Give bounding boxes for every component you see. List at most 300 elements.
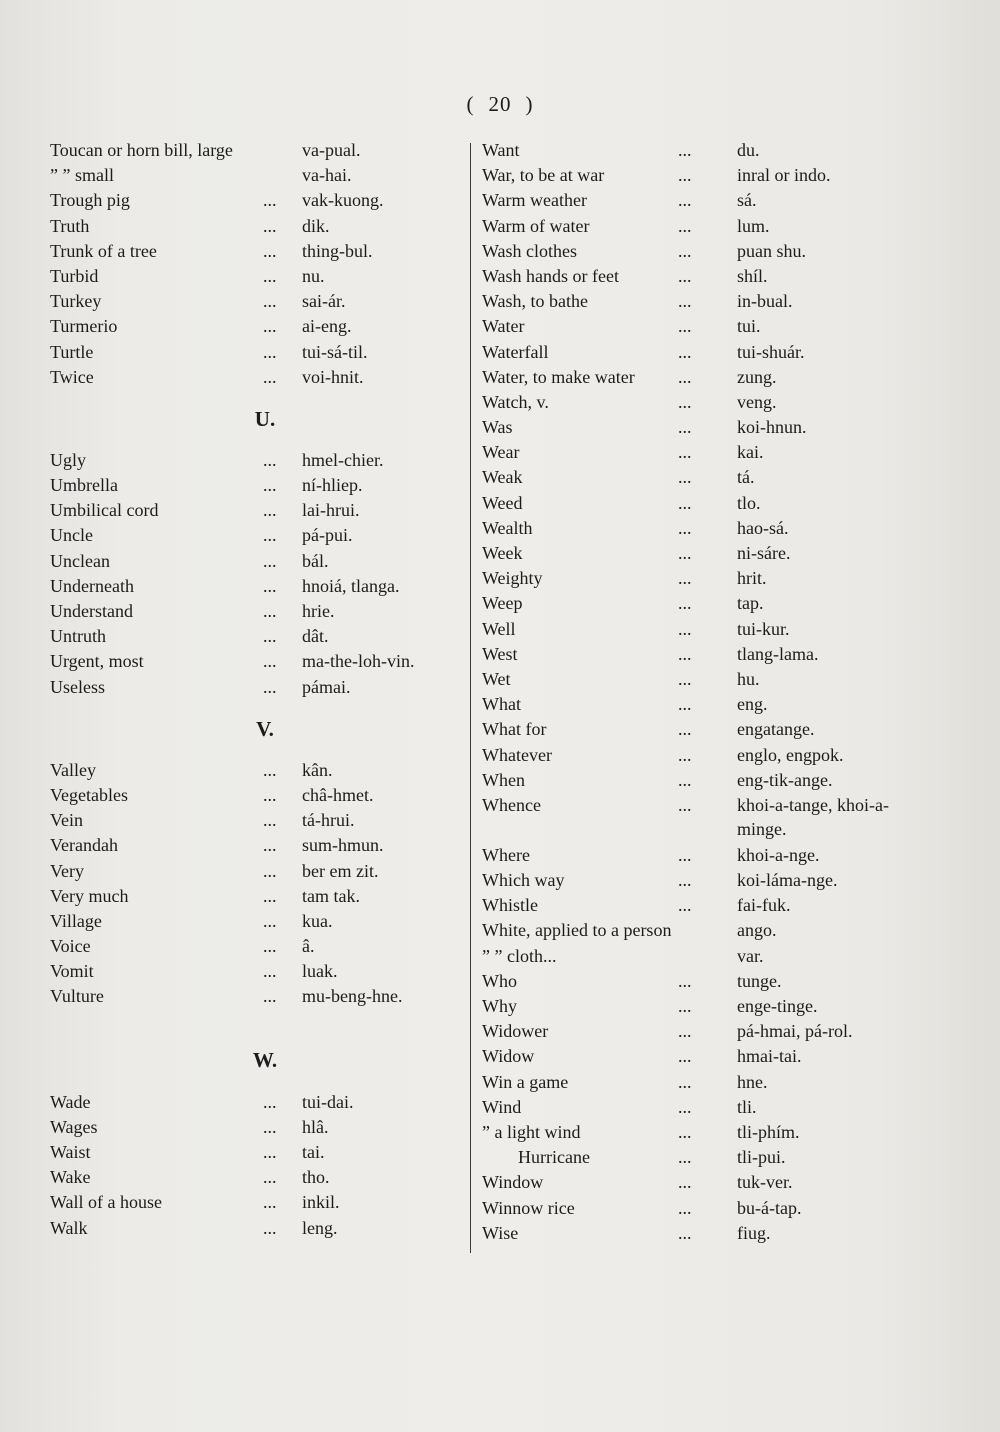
- page-number-close-paren: ): [525, 92, 534, 116]
- dictionary-entry: [50, 365, 460, 390]
- entry-term: Weighty: [482, 568, 543, 589]
- entry-term: Verandah: [50, 835, 118, 856]
- entry-term: Wealth: [482, 517, 533, 538]
- entry-definition: tli.: [737, 1096, 757, 1117]
- entry-definition: tá-hrui.: [302, 810, 355, 831]
- dictionary-entry: [482, 138, 922, 163]
- entry-leader-dots: ...: [263, 550, 277, 571]
- entry-leader-dots: ...: [678, 769, 692, 790]
- entry-definition: hrit.: [737, 568, 767, 589]
- entry-leader-dots: ...: [263, 475, 277, 496]
- entry-term: Turmerio: [50, 316, 118, 337]
- entry-term: Week: [482, 543, 523, 563]
- entry-term: Trunk of a tree: [50, 240, 157, 261]
- entry-definition: veng.: [737, 391, 777, 412]
- entry-leader-dots: ...: [263, 341, 277, 362]
- dictionary-entry: [50, 599, 460, 624]
- entry-term: Well: [482, 618, 516, 639]
- entry-term: Widower: [482, 1021, 549, 1042]
- entry-term: Valley: [50, 759, 96, 780]
- section-heading-w: W.: [252, 1047, 278, 1072]
- dictionary-entry: [482, 717, 922, 742]
- entry-definition: ber em zit.: [302, 860, 379, 881]
- dictionary-entry: [482, 491, 922, 516]
- page-number: [0, 92, 1000, 117]
- entry-definition: tli-phím.: [737, 1121, 800, 1142]
- entry-definition: enge-tinge.: [737, 996, 818, 1016]
- entry-term: Wash hands or feet: [482, 265, 620, 286]
- dictionary-entry: [482, 994, 922, 1019]
- dictionary-entry: [50, 523, 460, 548]
- dictionary-entry: [482, 642, 922, 667]
- entry-term: Turbid: [50, 265, 99, 286]
- dictionary-entry: [50, 264, 460, 289]
- entry-leader-dots: ...: [263, 676, 277, 697]
- entry-term: Twice: [50, 366, 94, 387]
- entry-definition: va-hai.: [302, 165, 352, 186]
- entry-leader-dots: ...: [263, 1217, 277, 1238]
- entry-term: Water: [482, 316, 525, 337]
- entry-definition: châ-hmet.: [302, 784, 374, 805]
- entry-term: Weed: [482, 492, 523, 513]
- entry-definition: tlo.: [737, 492, 761, 513]
- entry-leader-dots: ...: [263, 1091, 277, 1112]
- entry-leader-dots: ...: [678, 366, 692, 387]
- entry-leader-dots: ...: [263, 986, 277, 1007]
- entry-term: Whatever: [482, 744, 552, 765]
- entry-term: Uncle: [50, 525, 93, 546]
- dictionary-entry: [50, 239, 460, 264]
- entry-term: Vegetables: [50, 784, 128, 805]
- entry-term: Whistle: [482, 895, 538, 916]
- entry-leader-dots: ...: [263, 525, 277, 546]
- entry-definition: puan shu.: [737, 240, 806, 261]
- entry-leader-dots: ...: [678, 719, 692, 740]
- entry-leader-dots: ...: [263, 291, 277, 312]
- entry-leader-dots: ...: [263, 810, 277, 831]
- entry-definition: bu-á-tap.: [737, 1197, 802, 1218]
- entry-leader-dots: ...: [678, 643, 692, 664]
- entry-definition: hu.: [737, 668, 760, 689]
- entry-definition: pámai.: [302, 676, 351, 697]
- entry-definition: ango.: [737, 920, 777, 941]
- dictionary-entry: [482, 591, 922, 616]
- entry-term: Trough pig: [50, 190, 130, 211]
- dictionary-entry: [482, 667, 922, 692]
- entry-leader-dots: ...: [263, 651, 277, 672]
- entry-leader-dots: ...: [678, 165, 692, 186]
- dictionary-entry: [50, 833, 460, 858]
- entry-leader-dots: ...: [678, 744, 692, 765]
- entries-w: [50, 1090, 460, 1241]
- entry-definition: nu.: [302, 265, 325, 286]
- entry-definition: hne.: [737, 1071, 768, 1092]
- entry-term: Wind: [482, 1096, 522, 1117]
- entry-term: What for: [482, 719, 547, 740]
- entry-definition: hrie.: [302, 601, 335, 621]
- dictionary-entry: [50, 574, 460, 599]
- entry-leader-dots: ...: [678, 593, 692, 614]
- entry-leader-dots: ...: [263, 601, 277, 621]
- entry-definition: thing-bul.: [302, 240, 373, 261]
- dictionary-entry: [50, 808, 460, 833]
- entry-leader-dots: ...: [678, 316, 692, 337]
- entry-leader-dots: ...: [678, 215, 692, 236]
- entry-definition: fiug.: [737, 1222, 771, 1243]
- entry-term: Wear: [482, 442, 520, 463]
- entry-definition: vak-kuong.: [302, 190, 384, 211]
- entry-definition: tui-kur.: [737, 618, 790, 639]
- entries-u: [50, 448, 460, 700]
- entry-term: Who: [482, 970, 517, 991]
- entry-definition: pá-hmai, pá-rol.: [737, 1021, 853, 1042]
- entry-term: Turkey: [50, 291, 102, 312]
- entry-leader-dots: ...: [263, 885, 277, 906]
- entry-term: Umbrella: [50, 475, 118, 496]
- entry-definition: tui-dai.: [302, 1091, 354, 1112]
- entry-leader-dots: ...: [263, 1116, 277, 1137]
- entry-leader-dots: ...: [263, 626, 277, 647]
- entry-leader-dots: ...: [263, 910, 277, 931]
- dictionary-entry: [482, 566, 922, 591]
- entry-leader-dots: ...: [678, 341, 692, 362]
- dictionary-entry: [50, 909, 460, 934]
- entry-leader-dots: ...: [678, 517, 692, 538]
- entry-leader-dots: ...: [678, 1172, 692, 1193]
- right-column: [482, 138, 922, 1246]
- dictionary-entry: [482, 264, 922, 289]
- entry-term: War, to be at war: [482, 165, 605, 186]
- entry-term: Warm weather: [482, 190, 587, 211]
- entry-definition: shíl.: [737, 265, 768, 286]
- entry-definition: lai-hrui.: [302, 500, 360, 521]
- dictionary-entry: [482, 1145, 922, 1170]
- entry-term: Wise: [482, 1222, 519, 1243]
- dictionary-entry: [482, 1095, 922, 1120]
- entry-definition: englo, engpok.: [737, 744, 844, 765]
- dictionary-entry: [482, 1019, 922, 1044]
- dictionary-entry: [50, 473, 460, 498]
- entry-definition: lum.: [737, 215, 770, 236]
- entry-term: Urgent, most: [50, 651, 144, 672]
- entry-leader-dots: ...: [678, 291, 692, 312]
- entry-leader-dots: ...: [678, 417, 692, 438]
- entry-term: ” ” small: [50, 165, 114, 186]
- entries-v: [50, 758, 460, 1010]
- entry-definition: zung.: [737, 366, 777, 387]
- entry-term: Weak: [482, 467, 523, 488]
- entry-leader-dots: ...: [678, 870, 692, 891]
- entry-leader-dots: ...: [678, 391, 692, 412]
- dictionary-entry: [482, 465, 922, 490]
- entry-definition: inkil.: [302, 1192, 340, 1213]
- dictionary-entry: [50, 314, 460, 339]
- dictionary-entry: [50, 214, 460, 239]
- entry-definition: dik.: [302, 215, 330, 236]
- entry-definition: tap.: [737, 593, 764, 614]
- page-number-value: 20: [488, 92, 512, 116]
- entry-definition: eng-tik-ange.: [737, 769, 833, 790]
- entry-leader-dots: ...: [678, 1121, 692, 1142]
- entry-leader-dots: ...: [263, 190, 277, 211]
- entry-term: Waterfall: [482, 341, 549, 362]
- entry-definition: ai-eng.: [302, 316, 352, 337]
- entry-term: Win a game: [482, 1071, 569, 1092]
- dictionary-entry: [482, 893, 922, 918]
- entry-term: Water, to make water: [482, 366, 635, 387]
- entry-definition: tui-shuár.: [737, 341, 805, 362]
- dictionary-entry: [482, 918, 922, 943]
- entry-leader-dots: ...: [678, 543, 692, 563]
- entry-term: Watch, v.: [482, 391, 549, 412]
- entry-leader-dots: ...: [263, 366, 277, 387]
- entry-leader-dots: ...: [263, 316, 277, 337]
- entry-leader-dots: ...: [678, 1021, 692, 1042]
- entry-term: Hurricane: [518, 1147, 590, 1168]
- entry-term: Wade: [50, 1091, 91, 1112]
- entry-definition: luak.: [302, 961, 338, 982]
- entry-definition: kai.: [737, 442, 764, 463]
- entry-leader-dots: ...: [263, 500, 277, 521]
- dictionary-entry: [482, 793, 922, 843]
- entry-term: Wages: [50, 1116, 98, 1137]
- dictionary-entry: [50, 1190, 460, 1215]
- entry-term: Untruth: [50, 626, 106, 647]
- dictionary-entry: [50, 448, 460, 473]
- entry-definition: in-bual.: [737, 291, 793, 312]
- entry-definition: kua.: [302, 910, 333, 931]
- dictionary-entry: [482, 289, 922, 314]
- entry-term: Want: [482, 140, 520, 160]
- entry-definition: var.: [737, 945, 764, 966]
- entry-term: Why: [482, 996, 517, 1016]
- entry-leader-dots: ...: [678, 1046, 692, 1067]
- entry-leader-dots: ...: [678, 1071, 692, 1092]
- entry-term: Very: [50, 860, 84, 881]
- section-heading-v: V.: [256, 716, 274, 741]
- dictionary-entry: [50, 549, 460, 574]
- entry-definition: hao-sá.: [737, 517, 789, 538]
- dictionary-entry: [482, 163, 922, 188]
- entry-leader-dots: ...: [678, 1222, 692, 1243]
- entry-leader-dots: ...: [263, 1167, 277, 1188]
- entry-term: Useless: [50, 676, 105, 697]
- entry-term: Ugly: [50, 449, 86, 470]
- entry-leader-dots: ...: [678, 190, 692, 211]
- entry-term: Widow: [482, 1046, 535, 1067]
- entry-definition: sá.: [737, 190, 757, 211]
- dictionary-entry: [482, 1044, 922, 1069]
- dictionary-entry: [482, 365, 922, 390]
- entry-definition: koi-láma-nge.: [737, 870, 838, 891]
- entry-definition: inral or indo.: [737, 165, 831, 186]
- entry-definition: leng.: [302, 1217, 338, 1238]
- entry-definition: eng.: [737, 694, 768, 715]
- entry-leader-dots: ...: [263, 240, 277, 261]
- dictionary-entry: [50, 1115, 460, 1140]
- entry-term: Wash clothes: [482, 240, 578, 261]
- dictionary-entry: [50, 959, 460, 984]
- dictionary-entry: [482, 843, 922, 868]
- entry-term: Truth: [50, 215, 90, 236]
- dictionary-entry: [482, 969, 922, 994]
- entry-definition: du.: [737, 140, 760, 160]
- section-heading-u: U.: [254, 406, 276, 431]
- entry-definition: sum-hmun.: [302, 835, 384, 856]
- entry-leader-dots: ...: [678, 970, 692, 991]
- entry-term: Wash, to bathe: [482, 291, 589, 312]
- entry-term: Vulture: [50, 986, 104, 1007]
- entry-leader-dots: ...: [263, 575, 277, 596]
- entry-leader-dots: ...: [263, 835, 277, 856]
- entry-term: Winnow rice: [482, 1197, 575, 1218]
- entry-definition: va-pual.: [302, 140, 361, 160]
- entry-leader-dots: ...: [678, 140, 692, 160]
- entry-leader-dots: ...: [678, 1096, 692, 1117]
- entry-definition: tho.: [302, 1167, 330, 1188]
- dictionary-entry: [50, 884, 460, 909]
- dictionary-entry: [50, 649, 460, 674]
- dictionary-entry: [482, 868, 922, 893]
- entry-term: ” ” cloth...: [482, 945, 557, 966]
- entry-term: Understand: [50, 601, 133, 621]
- entry-term: Unclean: [50, 550, 110, 571]
- entry-leader-dots: ...: [263, 961, 277, 982]
- entry-definition: fai-fuk.: [737, 895, 791, 916]
- dictionary-entry: [50, 758, 460, 783]
- entry-term: Vomit: [50, 961, 94, 982]
- entry-term: ” a light wind: [482, 1121, 581, 1142]
- dictionary-entry: [482, 1070, 922, 1095]
- dictionary-entry: [50, 1090, 460, 1115]
- entry-definition: mu-beng-hne.: [302, 986, 403, 1007]
- entry-leader-dots: ...: [263, 784, 277, 805]
- dictionary-entry: [482, 1196, 922, 1221]
- entry-term: Was: [482, 417, 513, 438]
- dictionary-entry: [482, 415, 922, 440]
- dictionary-entry: [482, 617, 922, 642]
- entry-term: White, applied to a person: [482, 920, 672, 941]
- entry-definition: tui.: [737, 316, 761, 337]
- entry-definition: hmai-tai.: [737, 1046, 802, 1067]
- dictionary-entry: [482, 692, 922, 717]
- entry-definition: koi-hnun.: [737, 417, 807, 438]
- entry-leader-dots: ...: [263, 215, 277, 236]
- entry-leader-dots: ...: [678, 467, 692, 488]
- entry-definition: tuk-ver.: [737, 1172, 793, 1193]
- dictionary-entry: [482, 1221, 922, 1246]
- entry-definition: â.: [302, 936, 315, 957]
- entry-leader-dots: ...: [263, 265, 277, 286]
- dictionary-entry: [50, 340, 460, 365]
- entry-definition: khoi-a-tange, khoi-a-minge.: [737, 794, 889, 839]
- dictionary-entry: [482, 1170, 922, 1195]
- entry-leader-dots: ...: [678, 240, 692, 261]
- entry-definition: hlâ.: [302, 1116, 329, 1137]
- entry-definition: dât.: [302, 626, 329, 647]
- entry-leader-dots: ...: [678, 668, 692, 689]
- entry-term: Window: [482, 1172, 544, 1193]
- entry-leader-dots: ...: [678, 1147, 692, 1168]
- entry-leader-dots: ...: [678, 568, 692, 589]
- entry-definition: sai-ár.: [302, 291, 346, 312]
- entry-term: Weep: [482, 593, 523, 614]
- left-column: [50, 138, 460, 1241]
- entry-definition: pá-pui.: [302, 525, 353, 546]
- entries-w-continued: [482, 138, 922, 1246]
- dictionary-entry: [482, 314, 922, 339]
- entry-definition: kân.: [302, 759, 333, 780]
- entry-definition: khoi-a-nge.: [737, 844, 820, 865]
- entry-term: Underneath: [50, 575, 134, 596]
- entry-definition: engatange.: [737, 719, 815, 740]
- entry-definition: tam tak.: [302, 885, 360, 906]
- entry-definition: tai.: [302, 1142, 325, 1162]
- dictionary-entry: [482, 768, 922, 793]
- entry-term: Waist: [50, 1142, 91, 1162]
- dictionary-entry: [50, 289, 460, 314]
- entry-leader-dots: ...: [678, 442, 692, 463]
- dictionary-entry: [50, 163, 460, 188]
- entry-definition: ni-sáre.: [737, 543, 791, 563]
- entry-term: Warm of water: [482, 215, 590, 236]
- entry-term: Voice: [50, 936, 91, 957]
- dictionary-entry: [482, 440, 922, 465]
- entry-term: West: [482, 643, 518, 664]
- dictionary-entry: [50, 138, 460, 163]
- entry-leader-dots: ...: [263, 860, 277, 881]
- entry-leader-dots: ...: [678, 844, 692, 865]
- dictionary-entry: [482, 188, 922, 213]
- dictionary-entry: [50, 498, 460, 523]
- entry-term: Where: [482, 844, 530, 865]
- page-number-open-paren: (: [466, 92, 475, 116]
- dictionary-entry: [482, 541, 922, 566]
- entry-definition: tá.: [737, 467, 755, 488]
- entry-term: Turtle: [50, 341, 94, 362]
- entry-definition: tui-sá-til.: [302, 341, 368, 362]
- entry-leader-dots: ...: [678, 694, 692, 715]
- entry-leader-dots: ...: [678, 265, 692, 286]
- entry-definition: hmel-chier.: [302, 449, 384, 470]
- dictionary-entry: [482, 944, 922, 969]
- entry-definition: ní-hliep.: [302, 475, 363, 496]
- dictionary-entry: [50, 624, 460, 649]
- entry-leader-dots: ...: [678, 618, 692, 639]
- entry-definition: tlang-lama.: [737, 643, 819, 664]
- entry-leader-dots: ...: [263, 1192, 277, 1213]
- entry-term: Wall of a house: [50, 1192, 163, 1213]
- dictionary-entry: [50, 188, 460, 213]
- entry-term: Which way: [482, 870, 565, 891]
- entry-definition: tunge.: [737, 970, 782, 991]
- dictionary-entry: [482, 214, 922, 239]
- entry-term: Wake: [50, 1167, 91, 1188]
- entry-term: Vein: [50, 810, 83, 831]
- dictionary-entry: [482, 516, 922, 541]
- entry-leader-dots: ...: [263, 1142, 277, 1162]
- dictionary-entry: [50, 1216, 460, 1241]
- dictionary-entry: [482, 239, 922, 264]
- entry-definition: voi-hnit.: [302, 366, 364, 387]
- entry-definition: bál.: [302, 550, 329, 571]
- entry-term: When: [482, 769, 525, 790]
- entry-term: Toucan or horn bill, large: [50, 140, 233, 160]
- entry-term: Whence: [482, 794, 541, 815]
- entry-leader-dots: ...: [678, 1197, 692, 1218]
- entry-definition: tli-pui.: [737, 1147, 786, 1168]
- dictionary-entry: [50, 1140, 460, 1165]
